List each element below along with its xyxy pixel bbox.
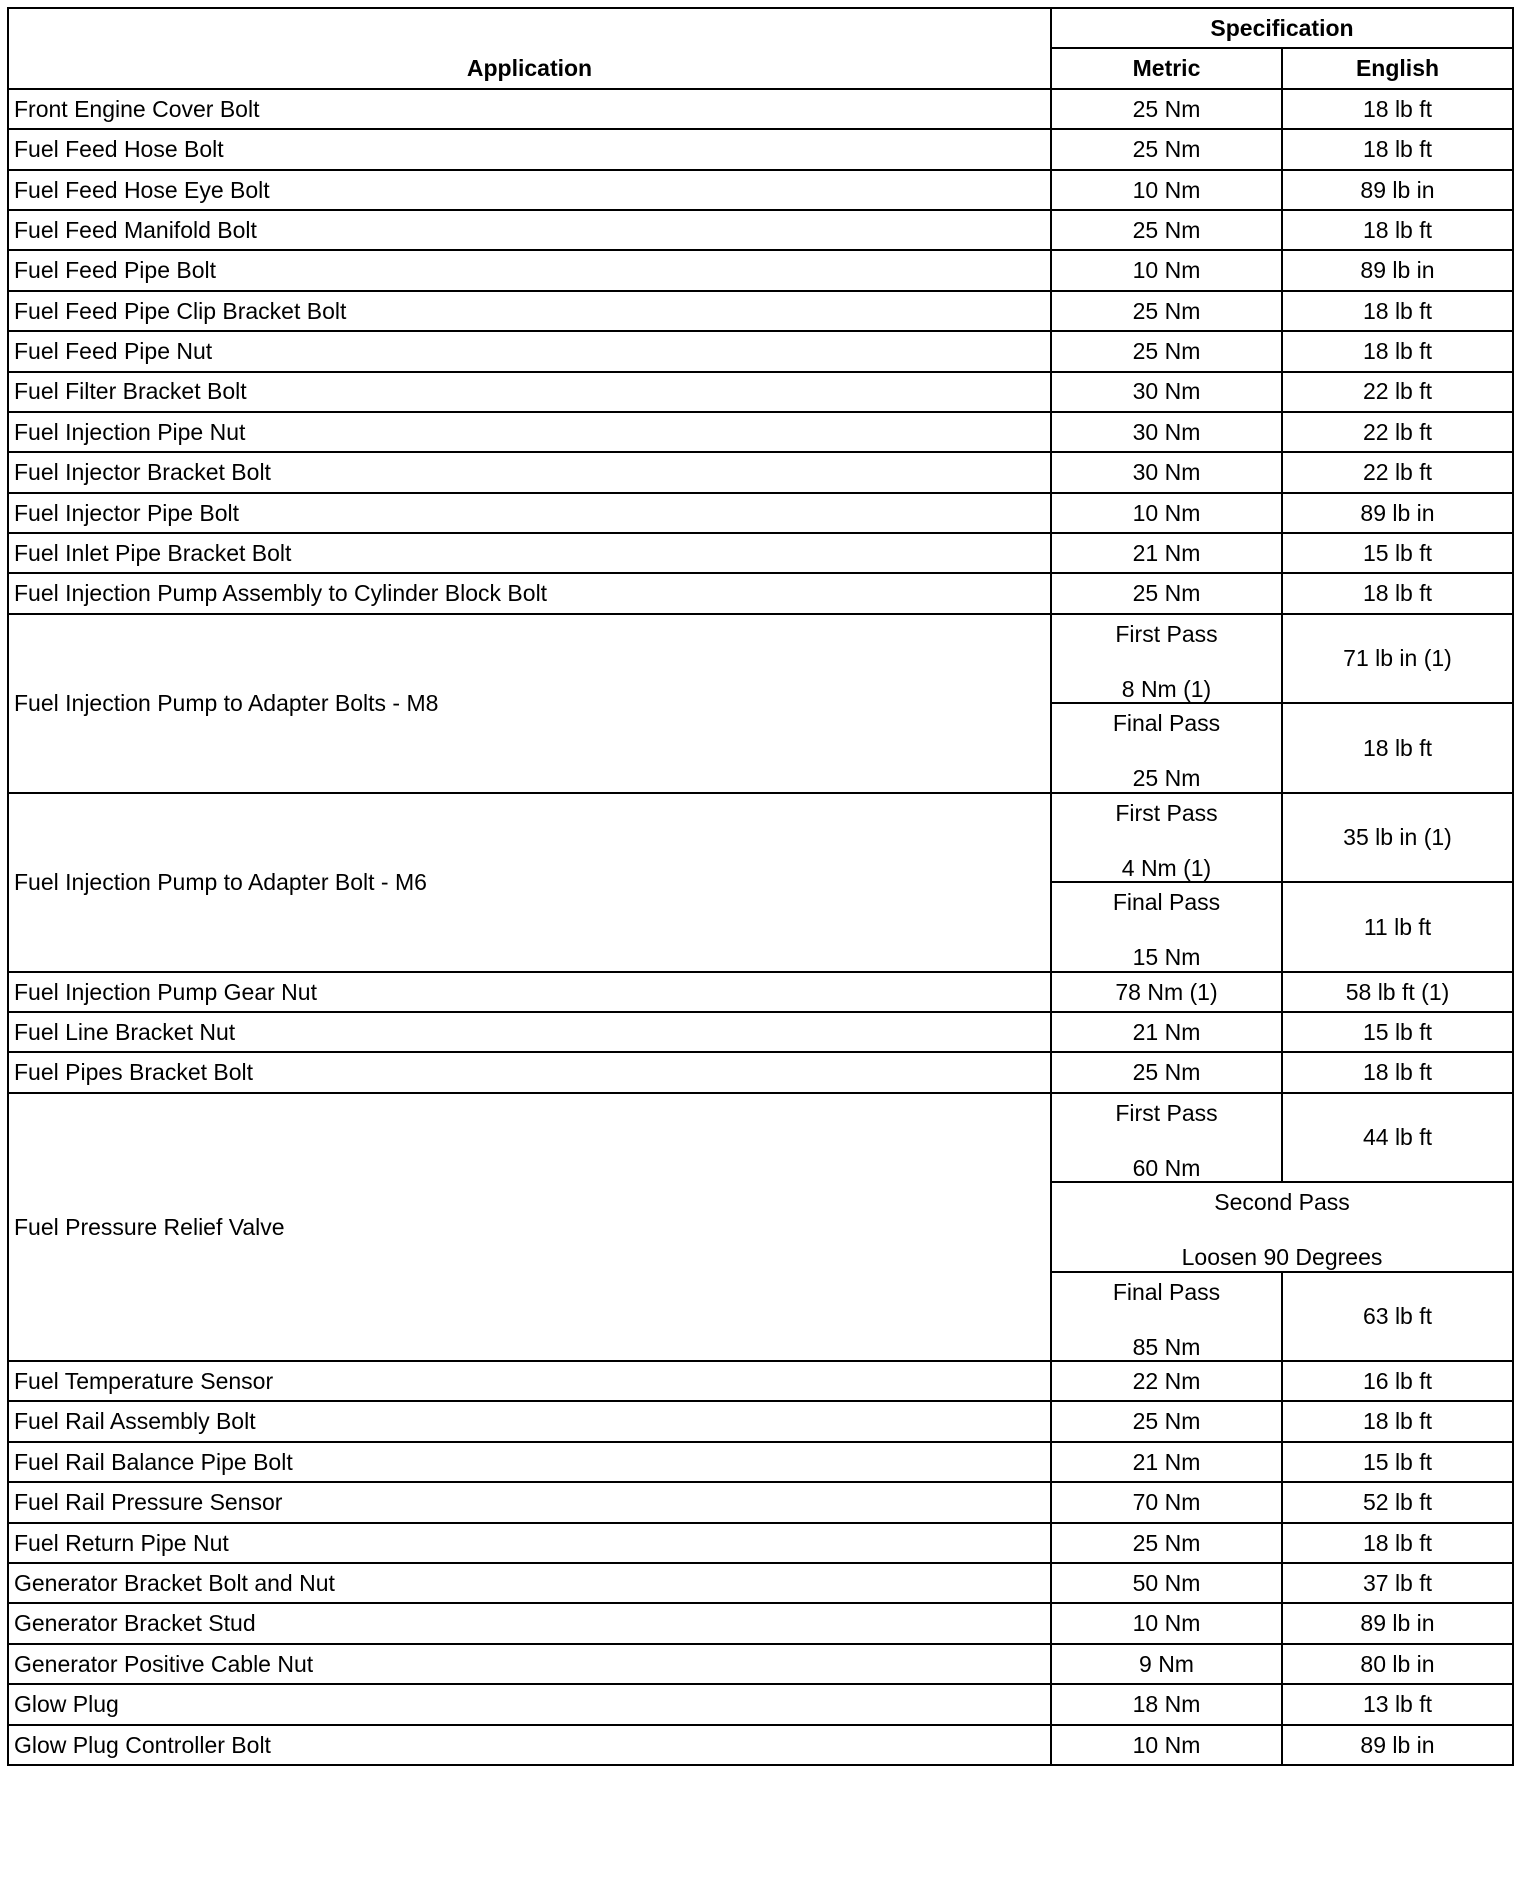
table-row — [8, 1401, 1513, 1441]
application-cell: Fuel Feed Hose Bolt — [8, 129, 1051, 169]
pass-label: Second Pass — [1214, 1189, 1350, 1216]
pass-label: Final Pass — [1112, 889, 1221, 916]
torque-spec-table — [7, 7, 1514, 1766]
english-cell: 89 lb in — [1282, 1725, 1513, 1765]
metric-cell: 25 Nm — [1051, 291, 1282, 331]
metric-cell — [1051, 614, 1282, 703]
application-cell: Fuel Injector Bracket Bolt — [8, 452, 1051, 492]
pass-label: Final Pass — [1112, 710, 1221, 737]
english-cell: 18 lb ft — [1282, 1052, 1513, 1092]
application-cell: Fuel Feed Manifold Bolt — [8, 210, 1051, 250]
metric-cell: 25 Nm — [1051, 89, 1282, 129]
application-cell: Fuel Return Pipe Nut — [8, 1523, 1051, 1563]
pass-value: 60 Nm — [1132, 1154, 1201, 1181]
application-cell: Glow Plug Controller Bolt — [8, 1725, 1051, 1765]
english-cell: 44 lb ft — [1282, 1093, 1513, 1182]
application-cell: Fuel Pipes Bracket Bolt — [8, 1052, 1051, 1092]
application-cell: Fuel Feed Pipe Bolt — [8, 250, 1051, 290]
application-header: Application — [8, 8, 1051, 89]
table-row — [8, 1563, 1513, 1603]
table-row — [8, 533, 1513, 573]
english-cell: 89 lb in — [1282, 170, 1513, 210]
metric-cell: 30 Nm — [1051, 372, 1282, 412]
second-pass-cell — [1051, 1182, 1513, 1271]
table-row — [8, 1482, 1513, 1522]
application-cell: Fuel Feed Pipe Clip Bracket Bolt — [8, 291, 1051, 331]
application-cell: Fuel Injection Pipe Nut — [8, 412, 1051, 452]
table-row — [8, 452, 1513, 492]
metric-cell — [1051, 703, 1282, 792]
table-body — [8, 89, 1513, 1765]
pass-label: First Pass — [1115, 620, 1218, 647]
table-row — [8, 1684, 1513, 1724]
english-cell: 22 lb ft — [1282, 452, 1513, 492]
table-row — [8, 372, 1513, 412]
application-cell: Generator Positive Cable Nut — [8, 1644, 1051, 1684]
metric-cell: 30 Nm — [1051, 412, 1282, 452]
english-cell: 89 lb in — [1282, 493, 1513, 533]
english-cell: 18 lb ft — [1282, 1401, 1513, 1441]
application-cell: Glow Plug — [8, 1684, 1051, 1724]
metric-cell: 78 Nm (1) — [1051, 972, 1282, 1012]
metric-header: Metric — [1051, 48, 1282, 88]
metric-cell: 25 Nm — [1051, 331, 1282, 371]
metric-cell — [1051, 793, 1282, 882]
metric-cell: 25 Nm — [1051, 1401, 1282, 1441]
table-row — [8, 972, 1513, 1012]
application-cell: Fuel Injection Pump Gear Nut — [8, 972, 1051, 1012]
metric-cell: 10 Nm — [1051, 493, 1282, 533]
application-cell: Fuel Injection Pump to Adapter Bolt - M6 — [8, 793, 1051, 972]
header-row — [8, 8, 1513, 48]
table-row — [8, 1644, 1513, 1684]
application-cell: Fuel Feed Pipe Nut — [8, 331, 1051, 371]
table-row — [8, 573, 1513, 613]
metric-cell: 30 Nm — [1051, 452, 1282, 492]
table-row — [8, 493, 1513, 533]
application-cell: Front Engine Cover Bolt — [8, 89, 1051, 129]
pass-value: 4 Nm (1) — [1121, 854, 1212, 881]
english-cell: 15 lb ft — [1282, 533, 1513, 573]
specification-header: Specification — [1051, 8, 1513, 48]
application-cell: Fuel Line Bracket Nut — [8, 1012, 1051, 1052]
metric-cell: 50 Nm — [1051, 1563, 1282, 1603]
application-cell: Fuel Injection Pump Assembly to Cylinder Block Bolt — [8, 573, 1051, 613]
metric-cell: 18 Nm — [1051, 1684, 1282, 1724]
metric-cell: 10 Nm — [1051, 1725, 1282, 1765]
pass-value: 8 Nm (1) — [1121, 675, 1212, 702]
english-cell: 18 lb ft — [1282, 331, 1513, 371]
application-cell: Fuel Injection Pump to Adapter Bolts - M8 — [8, 614, 1051, 793]
table-row — [8, 1725, 1513, 1765]
pass-label: First Pass — [1115, 1099, 1218, 1126]
metric-cell: 25 Nm — [1051, 210, 1282, 250]
english-cell: 80 lb in — [1282, 1644, 1513, 1684]
application-cell: Fuel Filter Bracket Bolt — [8, 372, 1051, 412]
table-row — [8, 1052, 1513, 1092]
table-row — [8, 1603, 1513, 1643]
english-cell: 16 lb ft — [1282, 1361, 1513, 1401]
table-row — [8, 89, 1513, 129]
table-row — [8, 412, 1513, 452]
metric-cell: 21 Nm — [1051, 1012, 1282, 1052]
application-cell: Generator Bracket Stud — [8, 1603, 1051, 1643]
english-cell: 18 lb ft — [1282, 703, 1513, 792]
english-cell: 58 lb ft (1) — [1282, 972, 1513, 1012]
application-cell: Generator Bracket Bolt and Nut — [8, 1563, 1051, 1603]
english-cell: 35 lb in (1) — [1282, 793, 1513, 882]
metric-cell: 10 Nm — [1051, 1603, 1282, 1643]
english-cell: 13 lb ft — [1282, 1684, 1513, 1724]
english-cell: 37 lb ft — [1282, 1563, 1513, 1603]
english-cell: 18 lb ft — [1282, 210, 1513, 250]
english-cell: 15 lb ft — [1282, 1442, 1513, 1482]
application-cell: Fuel Inlet Pipe Bracket Bolt — [8, 533, 1051, 573]
english-cell: 52 lb ft — [1282, 1482, 1513, 1522]
english-header: English — [1282, 48, 1513, 88]
metric-cell — [1051, 1093, 1282, 1182]
pass-value: 25 Nm — [1132, 765, 1201, 792]
metric-cell: 10 Nm — [1051, 250, 1282, 290]
english-cell: 22 lb ft — [1282, 372, 1513, 412]
english-cell: 89 lb in — [1282, 250, 1513, 290]
table-row — [8, 1012, 1513, 1052]
table-row — [8, 1442, 1513, 1482]
table-row — [8, 1361, 1513, 1401]
metric-cell: 22 Nm — [1051, 1361, 1282, 1401]
metric-cell: 70 Nm — [1051, 1482, 1282, 1522]
english-cell: 22 lb ft — [1282, 412, 1513, 452]
pass-value: 15 Nm — [1132, 944, 1201, 971]
english-cell: 89 lb in — [1282, 1603, 1513, 1643]
metric-cell — [1051, 1272, 1282, 1361]
english-cell: 18 lb ft — [1282, 291, 1513, 331]
pass-value: Loosen 90 Degrees — [1181, 1244, 1383, 1271]
metric-cell — [1051, 882, 1282, 971]
english-cell: 11 lb ft — [1282, 882, 1513, 971]
english-cell: 18 lb ft — [1282, 89, 1513, 129]
metric-cell: 21 Nm — [1051, 1442, 1282, 1482]
english-cell: 71 lb in (1) — [1282, 614, 1513, 703]
table-row — [8, 129, 1513, 169]
table-row — [8, 170, 1513, 210]
table-row — [8, 1523, 1513, 1563]
metric-cell: 10 Nm — [1051, 170, 1282, 210]
table-row — [8, 210, 1513, 250]
metric-cell: 25 Nm — [1051, 1523, 1282, 1563]
metric-cell: 25 Nm — [1051, 573, 1282, 613]
application-cell: Fuel Injector Pipe Bolt — [8, 493, 1051, 533]
application-cell: Fuel Rail Pressure Sensor — [8, 1482, 1051, 1522]
metric-cell: 9 Nm — [1051, 1644, 1282, 1684]
table-row — [8, 331, 1513, 371]
pass-value: 85 Nm — [1132, 1333, 1201, 1360]
english-cell: 18 lb ft — [1282, 1523, 1513, 1563]
metric-cell: 25 Nm — [1051, 129, 1282, 169]
table-row — [8, 250, 1513, 290]
english-cell: 63 lb ft — [1282, 1272, 1513, 1361]
english-cell: 18 lb ft — [1282, 129, 1513, 169]
application-cell: Fuel Feed Hose Eye Bolt — [8, 170, 1051, 210]
application-cell: Fuel Rail Assembly Bolt — [8, 1401, 1051, 1441]
pass-label: Final Pass — [1112, 1278, 1221, 1305]
metric-cell: 21 Nm — [1051, 533, 1282, 573]
pass-label: First Pass — [1115, 799, 1218, 826]
table-row — [8, 291, 1513, 331]
english-cell: 18 lb ft — [1282, 573, 1513, 613]
english-cell: 15 lb ft — [1282, 1012, 1513, 1052]
application-cell: Fuel Rail Balance Pipe Bolt — [8, 1442, 1051, 1482]
application-cell: Fuel Temperature Sensor — [8, 1361, 1051, 1401]
metric-cell: 25 Nm — [1051, 1052, 1282, 1092]
application-cell: Fuel Pressure Relief Valve — [8, 1093, 1051, 1361]
